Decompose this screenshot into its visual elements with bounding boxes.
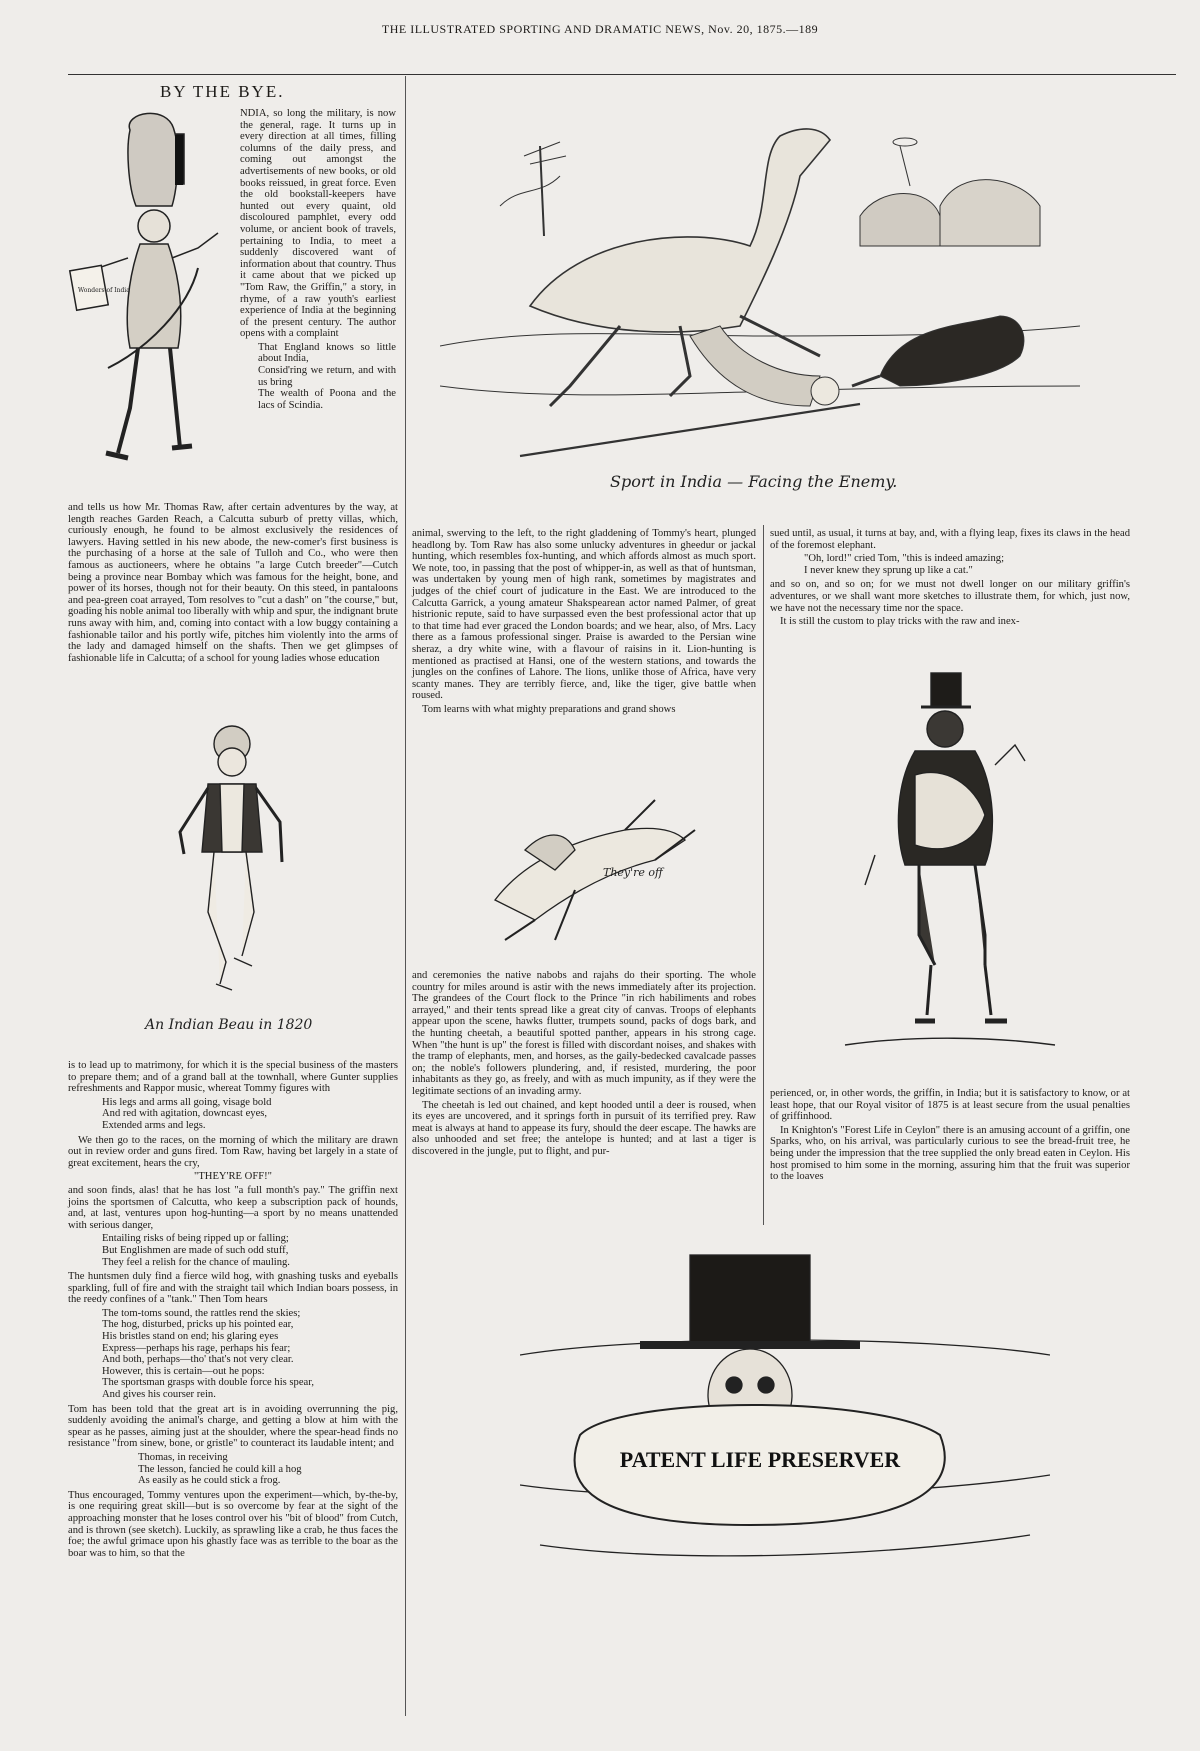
caption-sport-in-india: Sport in India — Facing the Enemy. xyxy=(610,472,898,491)
verse-line: However, this is certain—out he pops: xyxy=(102,1365,265,1377)
column2-top xyxy=(412,528,756,718)
illustration-sport-in-india xyxy=(440,86,1080,466)
col3-top-c: It is still the custom to play tricks with the raw and inex- xyxy=(780,616,1020,628)
verse-line: Extended arms and legs. xyxy=(102,1119,206,1131)
verse-line: And red with agitation, downcast eyes, xyxy=(102,1108,268,1120)
verse-line: The sportsman grasps with double force his spear, xyxy=(102,1377,314,1389)
col3-mid-b: In Knighton's "Forest Life in Ceylon" there is an amusing account of a griffin, one Sparks, who, on his arrival, was particularly curious to see the bread-fruit tree, he being under the impression that the tree supplied the only bread eaten in Ceylon. His host promised to him some in the morning, assuring him that the fruit was superior to the loaves xyxy=(770,1124,1130,1183)
verse-line: Consid'ring we return, and with us bring xyxy=(258,365,396,388)
col1-bottom-a: is to lead up to matrimony, for which it is the special business of the masters to prepare them; and of a grand ball at the townhall, where Gunter supplies refreshments and Rappor music, whereat Tommy figures with xyxy=(68,1060,398,1095)
illustration-life-preserver xyxy=(520,1245,1050,1605)
col1-bottom-f: Thus encouraged, Tommy ventures upon the experiment—which, by-the-by, is one requiring great skill—but is so overcome by fear at the sight of the approaching monster that he loses control over his "bit of blood" from Cutch, and is thrown (see sketch). Luckily, as sprawling like a crab, he thus faces the foe; the awful grimace upon his ghastly face was as terrible to the boar as the boar was to him, so that the xyxy=(68,1489,398,1559)
column3-middle xyxy=(770,1088,1130,1185)
verse-line: I never knew they sprung up like a cat." xyxy=(804,564,973,576)
verse-line: The tom-toms sound, the rattles rend the skies; xyxy=(102,1307,301,1319)
column3-top xyxy=(770,528,1130,630)
column1-middle xyxy=(68,502,398,666)
life-preserver-label: PATENT LIFE PRESERVER xyxy=(619,1447,901,1472)
theyre-off-heading: "THEY'RE OFF!" xyxy=(194,1171,272,1183)
column2-bottom xyxy=(412,970,756,1160)
verse-line: The wealth of Poona and the lacs of Scindia. xyxy=(258,388,396,411)
book-label: Wonders of India xyxy=(78,287,130,294)
caption-indian-beau: An Indian Beau in 1820 xyxy=(145,1017,313,1033)
article-title: BY THE BYE. xyxy=(160,82,285,101)
column1-bottom xyxy=(68,1060,398,1561)
col3-mid-paragraph: perienced, or, in other words, the griffin, in India; but it is satisfactory to know, or at least hope, that our Royal visitor of 1875 is at least secure from the usual penalties of griffinhood. xyxy=(770,1088,1130,1123)
col1-bottom-c: and soon finds, alas! that he has lost "a full month's pay." The griffin next joins the sportsmen of Calcutta, who keep a subscription pack of hounds, and, at last, ventures upon hog-hunting—a sport by no means unattended with serious danger, xyxy=(68,1184,398,1231)
illustration-man-with-dogs xyxy=(835,665,1065,1065)
illustration-theyre-off xyxy=(465,790,715,950)
col3-top-b: and so on, and so on; for we must not dwell longer on our military griffin's adventures, or we shall want more sketches to illustrate them, for which, just now, we have not the necessary time nor the space. xyxy=(770,579,1130,614)
col1-intro-paragraph: NDIA, so long the military, is now the general, rage. It turns up in every direction at all times, filling columns of the daily press, and coming out amongst the advertisements of new books, or old books reissued, in great force. Even the old bookstall-keepers have hunted out every quaint, old discoloured pamphlet, every odd volume, or ancient book of travels, pertaining to India, to meet a suddenly discovered want of information about that country. Thus it came about that we picked up "Tom Raw, the Griffin," a story, in rhyme, of a raw youth's earliest experience of India at the beginning of the present century. The author opens with a complaint xyxy=(240,108,396,340)
verse-line: Express—perhaps his rage, perhaps his fear; xyxy=(102,1342,291,1354)
soldier-drawing xyxy=(68,108,236,490)
verse-line: And gives his courser rein. xyxy=(102,1389,216,1401)
verse-line: His legs and arms all going, visage bold xyxy=(102,1096,272,1108)
verse-line: Thomas, in receiving xyxy=(138,1452,228,1463)
verse-2 xyxy=(102,1097,398,1132)
header-rule xyxy=(68,74,1176,75)
illustration-soldier xyxy=(68,108,236,490)
illustration-indian-beau xyxy=(170,722,320,992)
verse-6 xyxy=(804,553,1130,576)
col2-top-b: Tom learns with what mighty preparations and grand shows xyxy=(422,703,676,715)
column1-intro xyxy=(240,108,396,414)
verse-line: And both, perhaps—tho' that's not very clear. xyxy=(102,1354,294,1366)
caption-theyre-off: They're off xyxy=(603,866,663,879)
col1-middle-paragraph: and tells us how Mr. Thomas Raw, after certain adventures by the way, at length reaches Garden Reach, a Calcutta suburb of pretty villas, which, curiously enough, he found to be almost exclusively the residences of lawyers. Having settled in his new abode, the new-comer's first business is the purchasing of a horse at the sale of Tulloh and Co., who were then famous as auctioneers, where he obtains "a large Cutch breeder"—Cutch being a province near Bombay which was famous for the height, bone, and power of its horses, though not for their beauty. On this steed, in pantaloons and pea-green coat arrayed, Tom resolves to "cut a dash" on "the course," but, goading his noble animal too liberally with whip and spur, the indignant brute runs away with him, and, coming into contact with a low buggy containing a fashionable tailor and his portly wife, pitches him violently into the arms of the lady and damaged himself on the shafts. Then we get glimpses of fashionable life in Calcutta; of a school for young ladies whose education xyxy=(68,502,398,664)
col1-bottom-d: The huntsmen duly find a fierce wild hog, with gnashing tusks and eyeballs sparkling, full of fire and with the straight tail which Indian boars possess, in the reedy confines of a "tank." Then Tom hears xyxy=(68,1271,398,1306)
column-rule-1 xyxy=(405,76,406,1716)
verse-line: The lesson, fancied he could kill a hog xyxy=(138,1463,302,1475)
verse-line: His bristles stand on end; his glaring eyes xyxy=(102,1331,279,1343)
col1-bottom-b: We then go to the races, on the morning of which the military are drawn out in review order and guns fired. Tom Raw, having bet largely in a state of great excitement, hears the cry, xyxy=(68,1134,398,1169)
verse-line: Entailing risks of being ripped up or falling; xyxy=(102,1233,289,1245)
verse-line: "Oh, lord!" cried Tom, "this is indeed amazing; xyxy=(804,553,1005,565)
verse-5 xyxy=(138,1452,398,1487)
verse-line: The hog, disturbed, pricks up his pointed ear, xyxy=(102,1319,294,1331)
column-rule-2 xyxy=(763,525,764,1225)
running-head: THE ILLUSTRATED SPORTING AND DRAMATIC NEWS, Nov. 20, 1875.—189 xyxy=(381,22,819,36)
col2-top-paragraph: animal, swerving to the left, to the right gladdening of Tommy's heart, plunged headlong by. Tom Raw has also some unlucky adventures in gheedur or jackal hunting, which resembles fox-hunting, and which affords almost as much sport. We note, too, in passing that the post of whipper-in, as well as that of huntsman, was undertaken by young men of high rank, sometimes by magistrates and judges of the chief court of judicature in the East. We are introduced to the Calcutta Garrick, a young amateur Shakspearean actor named Palmer, of great histrionic repute, said to have surpassed even the best professional actor that up to that time had ever graced the London boards; and we hear, also, of Mrs. Lacy there as a famous professional singer. Praise is awarded to the Persian wine sheraz, a dry white wine, with a flavour of raisins in it. Lion-hunting is mentioned as practised at Hansi, one of the western stations, and towards the jungles on the confines of Lahore. The lions, unlike those of Africa, have very scanty manes. They are terribly fierce, and, like the tiger, give battle when roused. xyxy=(412,528,756,702)
verse-1 xyxy=(258,342,396,412)
col2-bottom-b: The cheetah is led out chained, and kept hooded until a deer is roused, when its eyes are uncovered, and it springs forth in pursuit of its terrified prey. Raw meat is always at hand to appease its fury, should the deer escape. The hawks are also unhooded and set free; the antelope is hunted; and at last a tiger is discovered in the jungle, put to flight, and pur- xyxy=(412,1099,756,1157)
verse-line: That England knows so little about India, xyxy=(258,341,396,365)
verse-line: But Englishmen are made of such odd stuff, xyxy=(102,1244,289,1256)
col1-bottom-e: Tom has been told that the great art is in avoiding overrunning the pig, suddenly avoiding the animal's charge, and getting a blow at him with the spear as he passes, aiming just at the shoulder, where the spear-head finds no resistance "from sinew, bone, or gristle" to counteract its laudable intent; and xyxy=(68,1403,398,1450)
verse-4 xyxy=(102,1308,398,1401)
verse-line: As easily as he could stick a frog. xyxy=(138,1475,281,1487)
col3-top-paragraph: sued until, as usual, it turns at bay, and, with a flying leap, fixes its claws in the head of the foremost elephant. xyxy=(770,528,1130,551)
verse-line: They feel a relish for the chance of mauling. xyxy=(102,1256,290,1268)
drop-cap xyxy=(175,135,183,185)
col2-bottom-paragraph: and ceremonies the native nabobs and rajahs do their sporting. The whole country for miles around is astir with the news immediately after its projection. The grandees of the Court flock to the Prince "in rich habiliments and robes arrayed," and their tents spread like a great city of canvas. Troops of elephants appear upon the scene, hawks flutter, trumpets sound, packs of dogs bark, and the hunting cheetah, a beautiful spotted panther, appears in his strong cage. When "the hunt is up" the forest is filled with discordant noises, and shakes with the tramp of elephants, men, and horses, as the gaily-bedecked cavalcade passes on; the noble's followers plundering, and, if resisted, murdering, the poor inhabitants as they go, as freely, and with as much impunity, as if they were the legitimate sections of an invading army. xyxy=(412,970,756,1097)
verse-3 xyxy=(102,1233,398,1268)
